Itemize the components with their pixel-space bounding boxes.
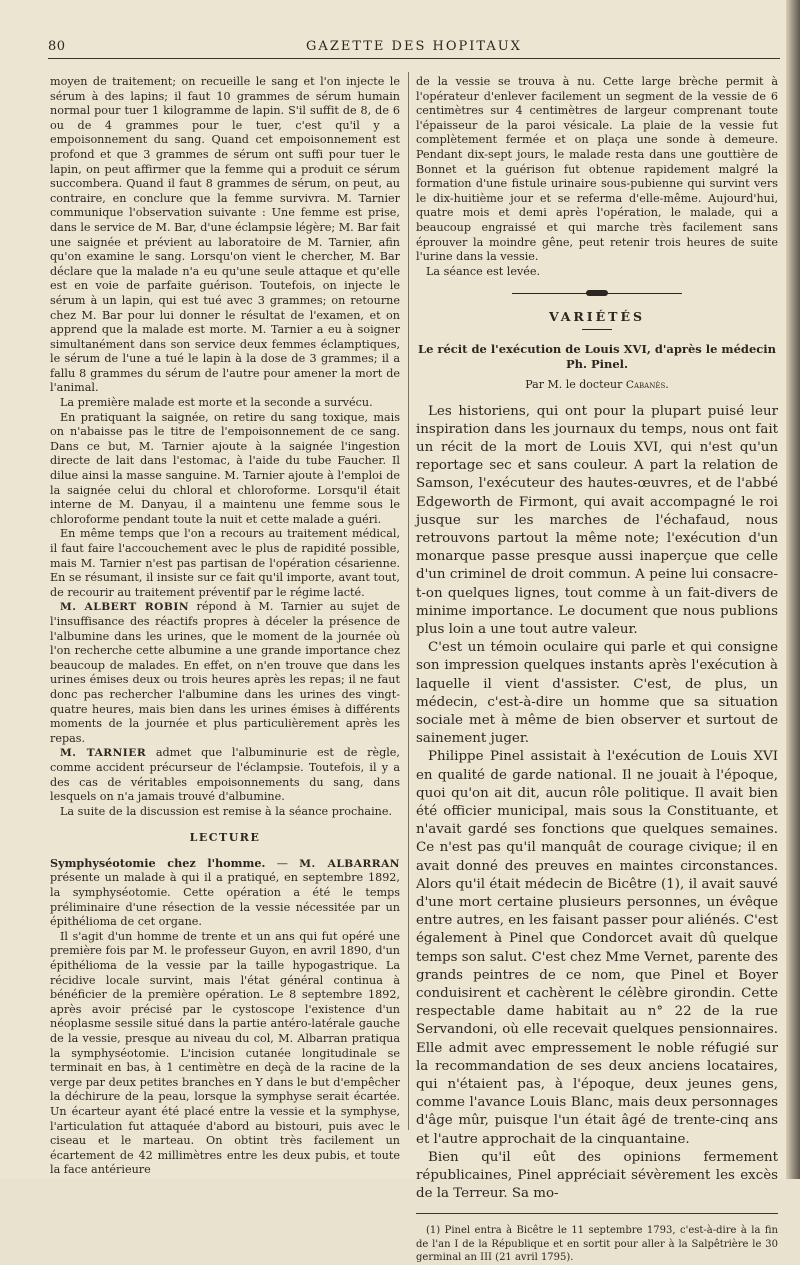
paragraph: C'est un témoin oculaire qui parle et qui consigne son impression quelques instants après l'exécution à laquelle il vient d'assister. C'est, de plus, un médecin, c'est-à-dire un homme que sa situation sociale met à même de bien observer et surtout de sainement juger.: [416, 640, 778, 747]
ornamental-separator: [512, 289, 682, 298]
paragraph: Les historiens, qui ont pour la plupart puisé leur inspiration dans les journaux du temps, nous ont fait un récit de la mort de Louis XVI, qui n'est qu'un reportage sec et sans couleur. A part la relation de Samson, l'exécuteur des hautes-œuvres, et de l'abbé Edgeworth de Firmont, qui avait accompagné le roi jusque sur les marches de l'échafaud, nous retrouvons partout la même note; l'exécution d'un monarque passe presque aussi inaperçue que celle d'un criminel de droit commun. A peine lui consacre-t-on quelques lignes, tout comme à un fait-divers de minime importance. Le document que nous publions plus loin a une tout autre valeur.: [416, 403, 778, 637]
varietes-heading: VARIÉTÉS: [548, 309, 646, 325]
paragraph: Bien qu'il eût des opinions fermement républicaines, Pinel appréciait sévèrement les excès de la Terreur. Sa mo-: [416, 1149, 778, 1202]
byline: [416, 378, 778, 393]
column-divider: [408, 72, 409, 1130]
lecture-heading: LECTURE: [189, 831, 261, 845]
article-title-line: Le récit de l'exécution de Louis XVI, d'après le médecin: [417, 341, 777, 356]
page-number: 80: [48, 39, 66, 54]
speaker-name: M. ALBERT ROBIN: [60, 601, 190, 614]
byline-prefix: Par M. le docteur: [525, 377, 626, 391]
paragraph: moyen de traitement; on recueille le sang et l'on injecte le sérum à des lapins; il faut 10 grammes de sérum humain normal pour tuer 1 kilogramme de lapin. S'il suffit de 8, de 6 ou de 4 grammes pour le tuer, c'est qu'il y a empoisonnement du sang. Quand cet empoisonnement est profond et que 3 grammes de sérum ont suffi pour tuer le lapin, on peut affirmer que la femme qui a produit ce sérum succombera. Quand il faut 8 grammes de sérum, on peut, au contraire, en conclure que la femme survivra. M. Tarnier communique l'observation suivante : Une femme est prise, dans le service de M. Bar, d'une éclampsie légère; M. Bar fait une saignée et prévient au laboratoire de M. Tarnier, afin qu'on examine le sang. Lorsqu'on vient le chercher, M. Bar déclare que la malade n'a eu qu'une seule attaque et qu'elle est en voie de parfaite guérison. Toutefois, on injecte le sérum à un lapin, qui est tué avec 3 grammes; on retourne chez M. Bar pour lui donner le résultat de l'examen, et on apprend que la malade est morte. M. Tarnier a eu à soigner simultanément dans son service deux femmes éclamptiques, le sérum de l'une a tué le lapin à la dose de 3 grammes; il a fallu 8 grammes du sérum de l'autre pour amener la mort de l'animal.: [50, 75, 400, 395]
paragraph: [50, 600, 400, 746]
lecture-author: M. ALBARRAN: [299, 857, 400, 870]
paragraph: Symphyséotomie chez l'homme. — M. ALBARRAN présente un malade à qui il a pratiqué, en septembre 1892, la symphyséotomie. Cette opération a été le temps préliminaire d'une résection de la vessie nécessitée par un épithélioma de cet organe.: [50, 855, 400, 929]
paragraph: de la vessie se trouva à nu. Cette large brèche permit à l'opérateur d'enlever facilement un segment de la vessie de 6 centimètres sur 4 centimètres de largeur comprenant toute l'épaisseur de la paroi vésicale. La plaie de la vessie fut complètement fermée et on plaça une sonde à demeure. Pendant dix-sept jours, le malade resta dans une gouttière de Bonnet et la guérison fut obtenue rapidement malgré la formation d'une fistule urinaire sous-pubienne qui survint vers le dix-huitième jour et se referma d'elle-même. Aujourd'hui, quatre mois et demi après l'opération, le malade, qui a beaucoup engraissé et qui marche très facilement sans éprouver la moindre gêne, peut retenir trois heures de suite l'urine dans la vessie.: [416, 75, 778, 264]
paragraph: [50, 746, 400, 804]
paragraph-text: admet que l'albuminurie est de règle, comme accident précurseur de l'éclampsie. Toutefois, il y a des cas de véritables empoisonnements du sang, dans lesquels on n'a jamais trouvé d'albumine.: [50, 746, 400, 804]
page-header: [48, 38, 780, 59]
right-column: [416, 75, 778, 1264]
byline-suffix: .: [665, 377, 669, 391]
paragraph: Il s'agit d'un homme de trente et un ans qui fut opéré une première fois par M. le professeur Guyon, en avril 1890, d'un épithélioma de la vessie par la taille hypogastrique. La récidive locale survint, mais l'état général continua à bénéficier de la première opération. Le 8 septembre 1892, après avoir précisé par le cystoscope l'existence d'un néoplasme sessile situé dans la partie antéro-latérale gauche de la vessie, presque au niveau du col, M. Albarran pratiqua la symphyséotomie. L'incision cutanée longitudinale se terminait en bas, à 1 centimètre en deçà de la racine de la verge par deux petites branches en Y dans le but d'empêcher la déchirure de la peau, lorsque la symphyse serait écartée. Un écarteur ayant été placé entre la vessie et la symphyse, l'articulation fut attaquée d'abord au bistouri, puis avec le ciseau et le marteau. On obtint très facilement un écartement de 42 millimètres entre les deux pubis, et toute la face antérieure: [50, 929, 400, 1177]
paragraph: La suite de la discussion est remise à la séance prochaine.: [60, 804, 393, 818]
paragraph: En pratiquant la saignée, on retire du sang toxique, mais on n'abaisse pas le titre de l'empoisonnement de ce sang. Dans ce but, M. Tarnier ajoute à la saignée l'ingestion directe de lait dans l'estomac, à l'aide du tube Faucher. Il dilue ainsi la masse sanguine. M. Tarnier ajoute à l'emploi de la saignée celui du chloral et chloroforme. Lorsqu'il était interne de M. Danyau, il a maintenu une femme sous le chloroforme pendant toute la nuit et cette malade a guéri.: [50, 410, 400, 526]
paragraph-text: répond à M. Tarnier au sujet de l'insuffisance des réactifs propres à déceler la présence de l'albumine dans les urines, que le moment de la journée où l'on recherche cette albumine a une grande importance chez beaucoup de malades. En effet, on n'en trouve que dans les urines émises deux ou trois heures après les repas; il ne faut donc pas rechercher l'albumine dans les urines des vingt-quatre heures, mais bien dans les urines émises à différents moments de la journée et plus particulièrement après les repas.: [50, 600, 400, 745]
footnote: (1) Pinel entra à Bicêtre le 11 septembre 1793, c'est-à-dire à la fin de l'an I de la République et en sortit pour aller à la Salpêtrière le 30 germinal an III (21 avril 1795).: [416, 1225, 778, 1264]
journal-title: GAZETTE DES HOPITAUX: [306, 39, 522, 54]
byline-author: Cabanès: [625, 378, 666, 391]
short-rule: [582, 329, 612, 330]
paragraph-text: présente un malade à qui il a pratiqué, en septembre 1892, la symphyséotomie. Cette opération a été le temps préliminaire d'une résection de la vessie nécessitée par un épithélioma de cet organe.: [50, 871, 400, 929]
speaker-name: M. TARNIER: [60, 747, 147, 760]
footnote-rule: [416, 1213, 778, 1214]
paragraph: En même temps que l'on a recours au traitement médical, il faut faire l'accouchement avec le plus de rapidité possible, mais M. Tarnier n'est pas partisan de l'opération césarienne. En se résumant, il insiste sur ce fait qu'il importe, avant tout, de recourir au traitement préventif par le régime lacté.: [50, 527, 400, 599]
paragraph: La première malade est morte et la seconde a survécu.: [60, 396, 373, 410]
lecture-title: Symphyséotomie chez l'homme.: [50, 855, 266, 870]
article-title: [416, 342, 778, 372]
article-body: [416, 403, 778, 1204]
page-edge-shadow: [786, 0, 800, 1179]
left-column: [50, 75, 400, 1177]
paragraph: Philippe Pinel assistait à l'exécution de Louis XVI en qualité de garde national. Il ne jouait à l'époque, quoi qu'on ait dit, aucun rôle politique. Il avait bien été officier municipal, mais sous la Constituante, et n'avait gardé ses fonctions que quelques semaines. Ce n'est pas qu'il manquât de courage civique; il en avait donné des preuves en maintes circonstances. Alors qu'il était médecin de Bicêtre (1), il avait sauvé d'une mort certaine plusieurs personnes, un évêque entre autres, en les faisant passer pour aliénés. C'est également à Pinel que Condorcet avait dû quelque temps son salut. C'est chez Mme Vernet, parente des grands peintres de ce nom, que Pinel et Boyer conduisirent et cachèrent le célèbre girondin. Cette respectable dame habitait au n° 22 de la rue Servandoni, où elle recevait quelques pensionnaires. Elle admit avec empressement le noble réfugié sur la recommandation de ses deux anciens locataires, qui n'étaient pas, à l'époque, deux jeunes gens, comme l'avance Louis Blanc, mais deux personnages d'âge mûr, puisque l'un était âgé de trente-cinq ans et l'autre approchait de la cinquantaine.: [416, 749, 778, 1147]
paragraph: La séance est levée.: [426, 264, 541, 278]
article-title-line: Ph. Pinel.: [565, 356, 629, 371]
